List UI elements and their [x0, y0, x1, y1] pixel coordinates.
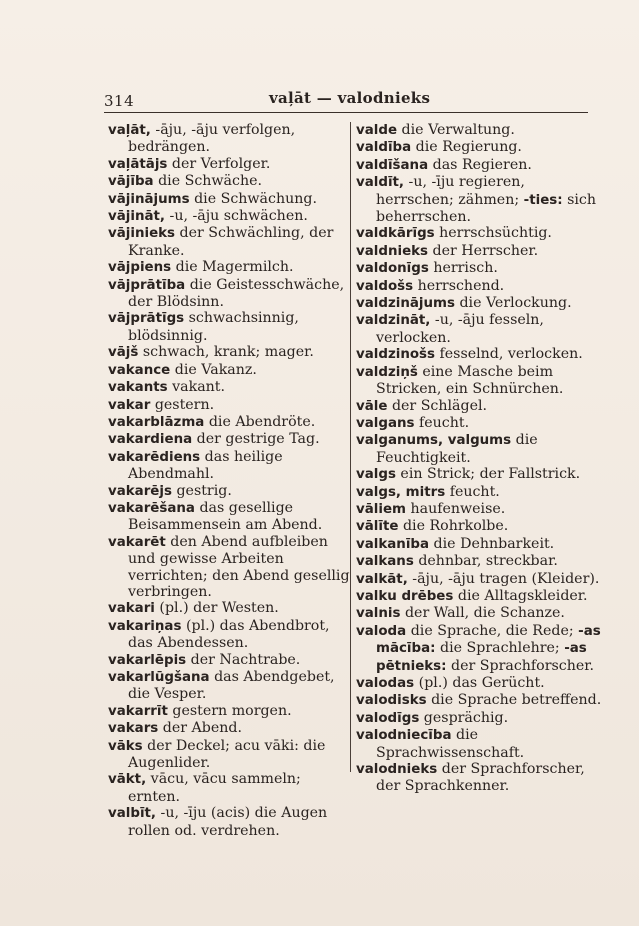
entry-definition: gestrig.	[171, 482, 232, 499]
dictionary-entry	[356, 675, 602, 692]
dictionary-entry	[356, 501, 602, 518]
entry-headword: vakardiena	[108, 432, 193, 448]
dictionary-entry	[356, 139, 602, 156]
left-column	[108, 122, 350, 839]
entry-headword: vāliem	[356, 501, 406, 517]
entry-headword: vakarēdiens	[108, 449, 201, 465]
dictionary-entry	[356, 312, 602, 346]
running-head: vaļāt — valodnieks	[269, 89, 431, 107]
entry-definition: die Schwächung.	[189, 190, 317, 207]
entry-subheadword: -as mācība:	[376, 623, 601, 657]
dictionary-entry	[356, 553, 602, 570]
entry-headword: vākt,	[108, 772, 147, 788]
entry-definition: (pl.) das Gerücht.	[414, 675, 545, 691]
entry-headword: valganums, valgums	[356, 433, 512, 449]
entry-headword: valku drēbes	[356, 588, 454, 604]
entry-definition: den Abend aufbleiben und gewisse Arbeiten verrichten; den Abend gesellig verbringen.	[128, 533, 350, 600]
dictionary-entry	[356, 727, 602, 761]
entry-definition: die Verlockung.	[454, 295, 572, 312]
entry-definition: der Herrscher.	[428, 242, 539, 259]
entry-headword: vakars	[108, 721, 159, 737]
entry-headword: vāks	[108, 738, 143, 754]
entry-headword: vakarlūgšana	[108, 670, 210, 685]
dictionary-entry	[108, 771, 350, 805]
dictionary-entry	[108, 738, 350, 772]
entry-definition: herrisch.	[428, 260, 498, 277]
entry-headword: valkāt,	[356, 571, 408, 587]
entry-definition: der Schlägel.	[387, 397, 488, 414]
entry-headword: vājinieks	[108, 226, 176, 242]
dictionary-entry	[108, 449, 350, 483]
entry-definition: die Abendröte.	[204, 413, 316, 430]
entry-definition: die Sprachlehre;	[435, 640, 565, 657]
entry-definition: schwach, krank; mager.	[138, 344, 314, 361]
entry-definition: gestern.	[150, 396, 215, 413]
entry-headword: vakari	[108, 601, 155, 617]
entry-definition: die Feuchtigkeit.	[376, 432, 538, 466]
entry-headword: valodas	[356, 676, 415, 691]
entry-headword: vājinājums	[108, 191, 190, 207]
dictionary-entry	[108, 703, 350, 720]
entry-definition: -u, -īju (acis) die Augen rollen od. verdrehen.	[128, 805, 328, 839]
entry-subheadword: -as pētnieks:	[376, 641, 587, 674]
dictionary-entry	[356, 122, 602, 139]
dictionary-entry	[108, 600, 350, 617]
dictionary-entry	[108, 362, 350, 379]
entry-headword: valodisks	[356, 693, 427, 709]
entry-definition: die Schwäche.	[153, 173, 263, 190]
entry-definition: der Deckel; acu vāki: die Augenlider.	[128, 737, 326, 772]
dictionary-entry	[356, 346, 602, 363]
dictionary-entry	[356, 295, 602, 312]
entry-definition: die Regierung.	[411, 139, 522, 156]
dictionary-entry	[356, 225, 602, 242]
entry-definition: der Nachtrabe.	[186, 651, 301, 668]
page-number: 314	[104, 92, 135, 110]
dictionary-entry	[108, 259, 350, 276]
dictionary-entry	[108, 720, 350, 737]
entry-definition: die Dehnbarkeit.	[429, 535, 555, 552]
dictionary-entry	[108, 225, 350, 259]
entry-headword: valgs	[356, 467, 396, 483]
entry-definition: dehnbar, streckbar.	[413, 553, 558, 570]
entry-definition: der Verfolger.	[167, 155, 271, 172]
entry-headword: valdziņš	[356, 364, 418, 380]
dictionary-entry	[108, 669, 350, 703]
entry-definition: der Wall, die Schanze.	[400, 605, 565, 622]
dictionary-entry	[108, 156, 350, 173]
entry-headword: vājināt,	[108, 209, 166, 225]
dictionary-entry	[108, 344, 350, 361]
entry-definition: -u, -āju schwächen.	[165, 208, 308, 225]
entry-headword: vājprātīgs	[108, 311, 185, 327]
entry-headword: valdošs	[356, 278, 414, 294]
entry-definition: die Alltagskleider.	[453, 587, 588, 604]
entry-definition: die Sprachwissenschaft.	[376, 727, 525, 761]
entry-definition: die Verwaltung.	[397, 122, 515, 138]
entry-headword: valkanība	[356, 536, 430, 552]
entry-headword: valdzināt,	[356, 313, 431, 329]
entry-definition: haufenweise.	[405, 500, 506, 517]
entry-headword: valnis	[356, 606, 401, 622]
entry-definition: eine Masche beim Stricken, ein Schnürchen.	[376, 363, 564, 398]
entry-definition: die Rohrkolbe.	[398, 518, 509, 535]
entry-headword: vakarējs	[108, 483, 172, 499]
entry-headword: vakarēt	[108, 534, 166, 550]
dictionary-entry	[108, 500, 350, 534]
entry-headword: valodnieks	[356, 762, 438, 778]
dictionary-entry	[108, 379, 350, 396]
entry-headword: valde	[356, 123, 398, 138]
entry-headword: valdonīgs	[356, 261, 429, 277]
entry-headword: vājpiens	[108, 260, 172, 276]
dictionary-entry	[356, 398, 602, 415]
entry-definition: gestern morgen.	[167, 702, 292, 719]
dictionary-entry	[108, 618, 350, 652]
entry-headword: valdnieks	[356, 243, 429, 259]
entry-definition: -āju, -āju verfolgen, bedrängen.	[128, 122, 296, 156]
entry-definition: vācu, vācu sammeln; ernten.	[128, 771, 301, 805]
dictionary-entry	[108, 208, 350, 225]
entry-definition: -u, -āju fesseln, verlocken.	[376, 312, 544, 346]
entry-definition: das Regieren.	[428, 156, 532, 173]
dictionary-entry	[108, 431, 350, 448]
entry-definition: feucht.	[445, 483, 500, 500]
entry-headword: vaļātājs	[108, 156, 168, 172]
entry-headword: vakarblāzma	[108, 414, 205, 430]
entry-headword: vakants	[108, 380, 168, 396]
entry-headword: vājš	[108, 345, 139, 361]
entry-definition: das gesellige Beisammensein am Abend.	[128, 499, 323, 534]
dictionary-entry	[356, 243, 602, 260]
entry-definition: die Magermilch.	[171, 259, 294, 276]
entry-definition: die Sprache betreffend.	[426, 692, 602, 709]
entry-headword: valdīšana	[356, 157, 429, 173]
entry-headword: valkans	[356, 554, 414, 570]
dictionary-entry	[108, 310, 350, 344]
entry-headword: vakarēšana	[108, 500, 195, 516]
dictionary-entry	[356, 710, 602, 727]
entry-definition: der Schwächling, der Kranke.	[128, 225, 334, 259]
dictionary-entry	[356, 174, 602, 225]
entry-definition: herrschend.	[413, 277, 505, 294]
entry-definition: das heilige Abendmahl.	[128, 448, 283, 483]
dictionary-entry	[356, 466, 602, 483]
entry-definition: -u, -īju regieren, herrschen; zähmen;	[376, 174, 525, 208]
entry-headword: valbīt,	[108, 806, 157, 822]
entry-subheadword: -ties:	[523, 192, 563, 208]
entry-headword: valodīgs	[356, 710, 420, 726]
dictionary-entry	[108, 534, 350, 601]
dictionary-entry	[108, 414, 350, 431]
entry-headword: vāle	[356, 398, 388, 414]
entry-definition: die Geistesschwäche, der Blödsinn.	[128, 276, 345, 311]
entry-definition: der Sprachforscher.	[446, 657, 594, 674]
dictionary-entry	[356, 260, 602, 277]
entry-headword: vakariņas	[108, 618, 182, 634]
entry-headword: vakarlēpis	[108, 652, 187, 668]
entry-definition: (pl.) das Abendbrot, das Abendessen.	[128, 617, 330, 652]
entry-definition: vakant.	[167, 379, 226, 396]
dictionary-entry	[108, 173, 350, 190]
entry-headword: valdzinošs	[356, 347, 435, 363]
entry-headword: vājprātība	[108, 277, 186, 293]
entry-headword: valgs, mitrs	[356, 484, 446, 500]
dictionary-entry	[356, 761, 602, 795]
entry-definition: das Abendgebet, die Vesper.	[128, 669, 335, 703]
right-column	[356, 122, 602, 795]
dictionary-entry	[356, 605, 602, 622]
entry-definition: (pl.) der Westen.	[154, 600, 279, 617]
column-divider	[350, 122, 351, 772]
entry-definition: der Sprachforscher, der Sprachkenner.	[376, 761, 585, 795]
entry-headword: valgans	[356, 415, 415, 431]
entry-headword: vakance	[108, 362, 171, 378]
dictionary-entry	[108, 277, 350, 311]
dictionary-entry	[356, 432, 602, 466]
entry-headword: valodniecība	[356, 728, 452, 744]
entry-definition: ein Strick; der Fallstrick.	[395, 466, 581, 483]
page-header	[104, 88, 588, 113]
entry-definition: fesselnd, verlocken.	[435, 346, 583, 363]
dictionary-entry	[108, 191, 350, 208]
dictionary-entry	[356, 364, 602, 398]
dictionary-entry	[356, 157, 602, 174]
dictionary-entry	[108, 483, 350, 500]
entry-definition: -āju, -āju tragen (Kleider).	[407, 570, 600, 587]
dictionary-entry	[108, 397, 350, 414]
entry-headword: valdzinājums	[356, 296, 455, 312]
entry-definition: schwachsinnig, blödsinnig.	[128, 310, 299, 344]
dictionary-entry	[356, 536, 602, 553]
entry-definition: gesprächig.	[419, 709, 509, 726]
dictionary-entry	[356, 518, 602, 535]
entry-definition: sich beherrschen.	[376, 191, 597, 226]
entry-headword: valdkārīgs	[356, 226, 435, 242]
dictionary-entry	[356, 278, 602, 295]
entry-definition: der gestrige Tag.	[192, 431, 320, 448]
entry-definition: herrschsüchtig.	[434, 225, 552, 242]
dictionary-entry	[356, 484, 602, 501]
dictionary-entry	[356, 623, 602, 675]
entry-headword: vājība	[108, 174, 154, 190]
dictionary-entry	[108, 805, 350, 839]
dictionary-entry	[108, 652, 350, 669]
dictionary-entry	[108, 122, 350, 156]
dictionary-entry	[356, 415, 602, 432]
entry-headword: valdība	[356, 140, 412, 156]
entry-definition: die Vakanz.	[170, 361, 257, 378]
entry-headword: vaļāt,	[108, 123, 151, 138]
entry-definition: der Abend.	[158, 720, 243, 737]
entry-headword: vakar	[108, 397, 151, 413]
entry-headword: valoda	[356, 623, 407, 639]
dictionary-entry	[356, 588, 602, 605]
entry-headword: valdīt,	[356, 175, 405, 191]
entry-headword: vakarrīt	[108, 703, 168, 719]
entry-headword: vālīte	[356, 519, 399, 535]
entry-definition: die Sprache, die Rede;	[406, 622, 579, 639]
entry-definition: feucht.	[414, 414, 470, 431]
dictionary-entry	[356, 571, 602, 588]
dictionary-entry	[356, 692, 602, 709]
